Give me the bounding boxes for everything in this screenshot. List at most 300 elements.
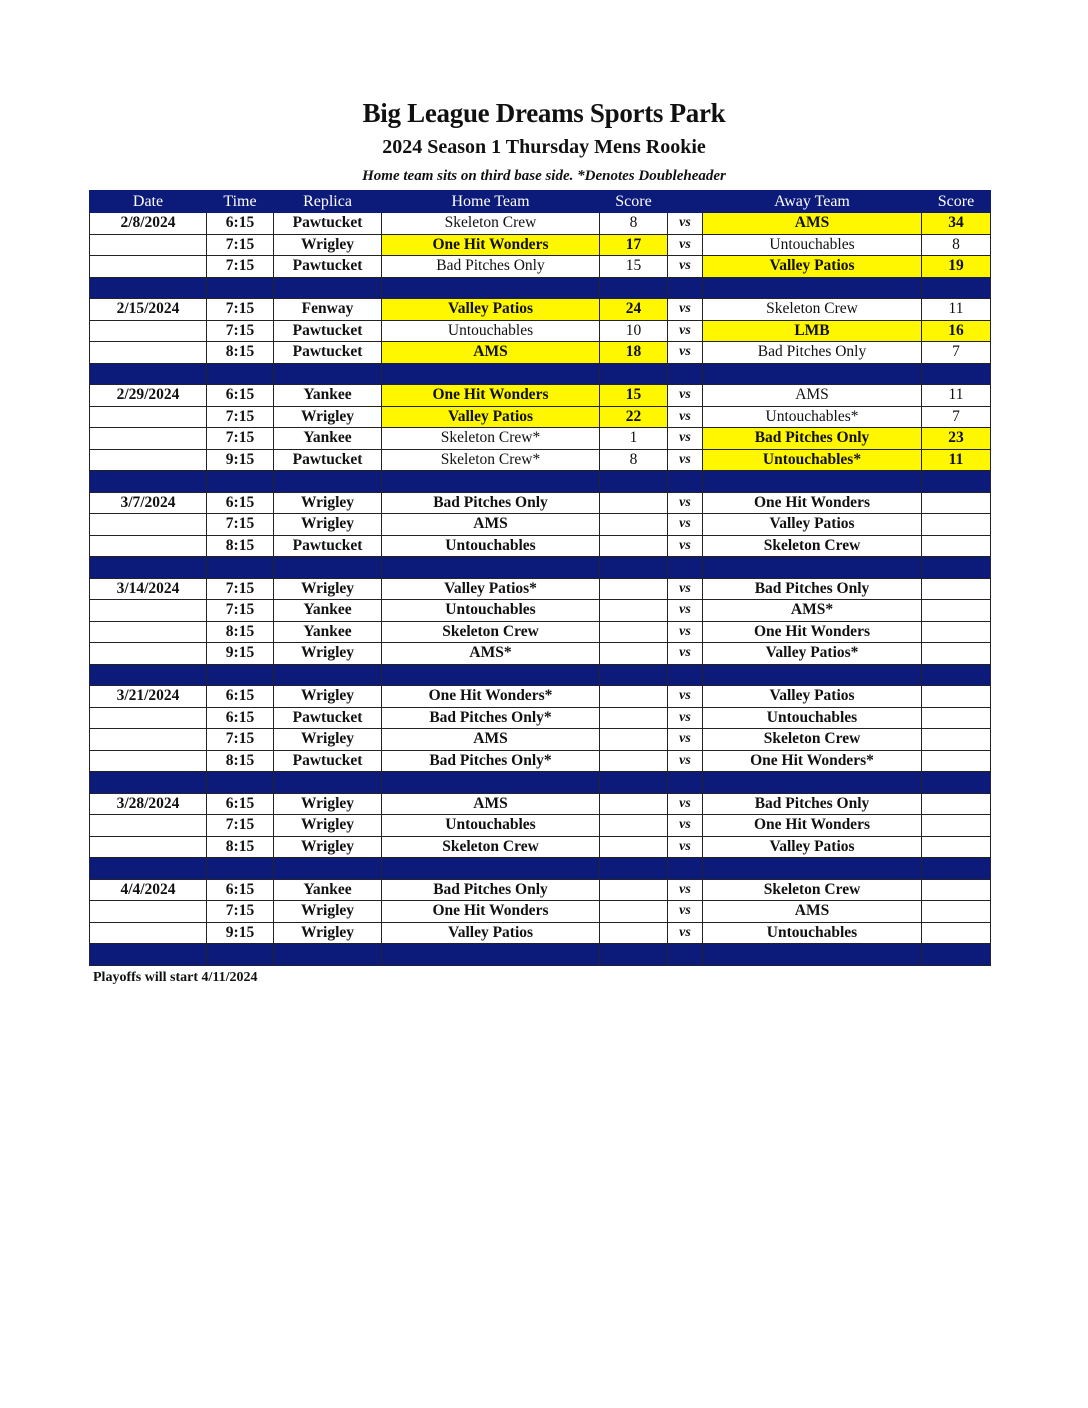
table-row xyxy=(90,320,991,342)
date-cell: 2/29/2024 xyxy=(90,385,207,407)
vs-cell: vs xyxy=(668,686,703,708)
col-replica-header: Replica xyxy=(274,191,382,213)
table-row xyxy=(90,213,991,235)
date-cell xyxy=(90,256,207,278)
separator-cell xyxy=(922,858,991,880)
home-team-cell: Untouchables xyxy=(382,535,600,557)
separator-cell xyxy=(382,277,600,299)
col-vs-header xyxy=(668,191,703,213)
away-score-cell xyxy=(922,621,991,643)
separator-cell xyxy=(668,363,703,385)
date-cell xyxy=(90,901,207,923)
separator-cell xyxy=(703,664,922,686)
home-score-cell: 8 xyxy=(600,213,668,235)
away-team-cell: AMS xyxy=(703,901,922,923)
time-cell: 6:15 xyxy=(207,686,274,708)
vs-cell: vs xyxy=(668,879,703,901)
home-team-cell: Bad Pitches Only xyxy=(382,256,600,278)
home-score-cell xyxy=(600,750,668,772)
separator-cell xyxy=(382,664,600,686)
time-cell: 8:15 xyxy=(207,750,274,772)
col-home-team-header: Home Team xyxy=(382,191,600,213)
time-cell: 7:15 xyxy=(207,406,274,428)
time-cell: 8:15 xyxy=(207,342,274,364)
replica-cell: Wrigley xyxy=(274,492,382,514)
away-team-cell: Bad Pitches Only xyxy=(703,793,922,815)
date-cell xyxy=(90,535,207,557)
time-cell: 6:15 xyxy=(207,793,274,815)
home-team-cell: Valley Patios xyxy=(382,406,600,428)
time-cell: 8:15 xyxy=(207,836,274,858)
home-team-cell: Bad Pitches Only* xyxy=(382,750,600,772)
col-time-header: Time xyxy=(207,191,274,213)
away-team-cell: AMS xyxy=(703,213,922,235)
separator-cell xyxy=(274,858,382,880)
separator-cell xyxy=(922,557,991,579)
time-cell: 7:15 xyxy=(207,428,274,450)
time-cell: 8:15 xyxy=(207,621,274,643)
replica-cell: Pawtucket xyxy=(274,535,382,557)
home-score-cell: 10 xyxy=(600,320,668,342)
separator-cell xyxy=(274,471,382,493)
away-score-cell: 34 xyxy=(922,213,991,235)
replica-cell: Pawtucket xyxy=(274,449,382,471)
table-row xyxy=(90,707,991,729)
time-cell: 6:15 xyxy=(207,492,274,514)
col-home-score-header: Score xyxy=(600,191,668,213)
table-row xyxy=(90,836,991,858)
separator-cell xyxy=(668,471,703,493)
separator-cell xyxy=(274,557,382,579)
week-separator-row xyxy=(90,772,991,794)
time-cell: 7:15 xyxy=(207,234,274,256)
home-score-cell: 1 xyxy=(600,428,668,450)
table-row xyxy=(90,750,991,772)
replica-cell: Pawtucket xyxy=(274,750,382,772)
separator-cell xyxy=(600,858,668,880)
home-score-cell xyxy=(600,621,668,643)
home-score-cell: 22 xyxy=(600,406,668,428)
home-score-cell xyxy=(600,600,668,622)
playoffs-note: Playoffs will start 4/11/2024 xyxy=(93,970,258,985)
vs-cell: vs xyxy=(668,621,703,643)
date-cell xyxy=(90,621,207,643)
separator-cell xyxy=(382,363,600,385)
separator-cell xyxy=(922,772,991,794)
home-score-cell xyxy=(600,643,668,665)
separator-cell xyxy=(207,858,274,880)
home-score-cell xyxy=(600,578,668,600)
week-separator-row xyxy=(90,858,991,880)
away-score-cell: 8 xyxy=(922,234,991,256)
separator-cell xyxy=(668,858,703,880)
away-team-cell: Untouchables* xyxy=(703,449,922,471)
away-team-cell: AMS xyxy=(703,385,922,407)
table-row xyxy=(90,535,991,557)
home-score-cell xyxy=(600,815,668,837)
date-cell xyxy=(90,342,207,364)
date-cell xyxy=(90,320,207,342)
table-row xyxy=(90,514,991,536)
separator-cell xyxy=(922,363,991,385)
vs-cell: vs xyxy=(668,514,703,536)
vs-cell: vs xyxy=(668,793,703,815)
replica-cell: Wrigley xyxy=(274,793,382,815)
home-team-cell: Skeleton Crew* xyxy=(382,449,600,471)
away-team-cell: One Hit Wonders* xyxy=(703,750,922,772)
replica-cell: Yankee xyxy=(274,621,382,643)
separator-cell xyxy=(600,363,668,385)
date-cell xyxy=(90,729,207,751)
away-score-cell xyxy=(922,922,991,944)
away-team-cell: AMS* xyxy=(703,600,922,622)
away-team-cell: Valley Patios xyxy=(703,836,922,858)
separator-cell xyxy=(703,557,922,579)
week-separator-row xyxy=(90,664,991,686)
home-score-cell xyxy=(600,879,668,901)
week-separator-row xyxy=(90,277,991,299)
home-team-cell: Untouchables xyxy=(382,320,600,342)
home-team-cell: Untouchables xyxy=(382,600,600,622)
separator-cell xyxy=(90,664,207,686)
time-cell: 9:15 xyxy=(207,449,274,471)
time-cell: 8:15 xyxy=(207,535,274,557)
separator-cell xyxy=(207,277,274,299)
time-cell: 7:15 xyxy=(207,320,274,342)
vs-cell: vs xyxy=(668,535,703,557)
vs-cell: vs xyxy=(668,256,703,278)
table-row xyxy=(90,793,991,815)
date-cell: 2/8/2024 xyxy=(90,213,207,235)
away-score-cell: 11 xyxy=(922,385,991,407)
separator-cell xyxy=(274,944,382,966)
table-row xyxy=(90,621,991,643)
home-score-cell xyxy=(600,535,668,557)
replica-cell: Wrigley xyxy=(274,901,382,923)
vs-cell: vs xyxy=(668,729,703,751)
away-team-cell: Bad Pitches Only xyxy=(703,428,922,450)
date-cell xyxy=(90,643,207,665)
vs-cell: vs xyxy=(668,299,703,321)
separator-cell xyxy=(668,557,703,579)
away-score-cell xyxy=(922,535,991,557)
separator-cell xyxy=(207,363,274,385)
table-row xyxy=(90,385,991,407)
schedule-table xyxy=(89,190,991,966)
date-cell xyxy=(90,449,207,471)
time-cell: 7:15 xyxy=(207,514,274,536)
replica-cell: Yankee xyxy=(274,428,382,450)
home-score-cell: 18 xyxy=(600,342,668,364)
away-score-cell xyxy=(922,686,991,708)
home-team-cell: Skeleton Crew xyxy=(382,836,600,858)
replica-cell: Pawtucket xyxy=(274,342,382,364)
away-team-cell: Untouchables* xyxy=(703,406,922,428)
separator-cell xyxy=(274,772,382,794)
vs-cell: vs xyxy=(668,578,703,600)
replica-cell: Wrigley xyxy=(274,922,382,944)
away-team-cell: Untouchables xyxy=(703,234,922,256)
separator-cell xyxy=(703,363,922,385)
time-cell: 7:15 xyxy=(207,729,274,751)
time-cell: 6:15 xyxy=(207,879,274,901)
schedule-note: Home team sits on third base side. *Denotes Doubleheader xyxy=(362,168,726,184)
home-team-cell: Skeleton Crew* xyxy=(382,428,600,450)
date-cell: 2/15/2024 xyxy=(90,299,207,321)
table-row xyxy=(90,901,991,923)
away-team-cell: One Hit Wonders xyxy=(703,621,922,643)
week-separator-row xyxy=(90,363,991,385)
header-row xyxy=(90,191,991,213)
away-team-cell: Valley Patios xyxy=(703,686,922,708)
col-away-team-header: Away Team xyxy=(703,191,922,213)
separator-cell xyxy=(922,471,991,493)
vs-cell: vs xyxy=(668,815,703,837)
date-cell: 3/21/2024 xyxy=(90,686,207,708)
home-team-cell: AMS* xyxy=(382,643,600,665)
separator-cell xyxy=(668,277,703,299)
home-score-cell: 17 xyxy=(600,234,668,256)
replica-cell: Yankee xyxy=(274,879,382,901)
vs-cell: vs xyxy=(668,406,703,428)
replica-cell: Pawtucket xyxy=(274,213,382,235)
page-title: Big League Dreams Sports Park xyxy=(362,98,726,128)
date-cell xyxy=(90,836,207,858)
away-team-cell: Untouchables xyxy=(703,922,922,944)
replica-cell: Wrigley xyxy=(274,578,382,600)
replica-cell: Wrigley xyxy=(274,234,382,256)
away-team-cell: LMB xyxy=(703,320,922,342)
table-row xyxy=(90,578,991,600)
home-team-cell: Valley Patios* xyxy=(382,578,600,600)
replica-cell: Yankee xyxy=(274,385,382,407)
away-team-cell: Skeleton Crew xyxy=(703,535,922,557)
away-score-cell xyxy=(922,707,991,729)
replica-cell: Wrigley xyxy=(274,686,382,708)
separator-cell xyxy=(703,277,922,299)
separator-cell xyxy=(274,277,382,299)
date-cell xyxy=(90,815,207,837)
replica-cell: Pawtucket xyxy=(274,707,382,729)
home-team-cell: Skeleton Crew xyxy=(382,213,600,235)
table-row xyxy=(90,299,991,321)
vs-cell: vs xyxy=(668,901,703,923)
away-score-cell: 11 xyxy=(922,449,991,471)
separator-cell xyxy=(207,471,274,493)
separator-cell xyxy=(382,557,600,579)
vs-cell: vs xyxy=(668,600,703,622)
vs-cell: vs xyxy=(668,449,703,471)
away-team-cell: Bad Pitches Only xyxy=(703,578,922,600)
date-cell xyxy=(90,428,207,450)
away-score-cell xyxy=(922,514,991,536)
week-separator-row xyxy=(90,557,991,579)
separator-cell xyxy=(600,772,668,794)
vs-cell: vs xyxy=(668,234,703,256)
separator-cell xyxy=(274,363,382,385)
home-score-cell xyxy=(600,922,668,944)
date-cell xyxy=(90,750,207,772)
home-team-cell: One Hit Wonders xyxy=(382,901,600,923)
separator-cell xyxy=(600,471,668,493)
home-team-cell: AMS xyxy=(382,793,600,815)
home-score-cell: 15 xyxy=(600,385,668,407)
separator-cell xyxy=(922,944,991,966)
vs-cell: vs xyxy=(668,707,703,729)
week-separator-row xyxy=(90,944,991,966)
time-cell: 7:15 xyxy=(207,600,274,622)
separator-cell xyxy=(600,664,668,686)
away-score-cell xyxy=(922,578,991,600)
date-cell xyxy=(90,406,207,428)
table-row xyxy=(90,234,991,256)
home-score-cell xyxy=(600,901,668,923)
home-team-cell: AMS xyxy=(382,729,600,751)
away-team-cell: One Hit Wonders xyxy=(703,815,922,837)
home-team-cell: Valley Patios xyxy=(382,922,600,944)
separator-cell xyxy=(600,557,668,579)
date-cell: 4/4/2024 xyxy=(90,879,207,901)
table-row xyxy=(90,406,991,428)
separator-cell xyxy=(922,277,991,299)
home-score-cell: 24 xyxy=(600,299,668,321)
away-score-cell xyxy=(922,643,991,665)
separator-cell xyxy=(90,363,207,385)
date-cell xyxy=(90,600,207,622)
separator-cell xyxy=(207,772,274,794)
home-score-cell xyxy=(600,793,668,815)
date-cell xyxy=(90,707,207,729)
table-row xyxy=(90,449,991,471)
home-team-cell: One Hit Wonders xyxy=(382,385,600,407)
away-team-cell: Untouchables xyxy=(703,707,922,729)
table-row xyxy=(90,643,991,665)
time-cell: 7:15 xyxy=(207,299,274,321)
table-row xyxy=(90,428,991,450)
replica-cell: Pawtucket xyxy=(274,320,382,342)
separator-cell xyxy=(90,471,207,493)
home-score-cell xyxy=(600,686,668,708)
away-score-cell xyxy=(922,492,991,514)
vs-cell: vs xyxy=(668,750,703,772)
home-score-cell xyxy=(600,707,668,729)
away-score-cell xyxy=(922,793,991,815)
home-team-cell: One Hit Wonders* xyxy=(382,686,600,708)
away-score-cell xyxy=(922,750,991,772)
away-score-cell xyxy=(922,836,991,858)
away-team-cell: Valley Patios xyxy=(703,256,922,278)
table-row xyxy=(90,342,991,364)
week-separator-row xyxy=(90,471,991,493)
home-team-cell: Bad Pitches Only xyxy=(382,492,600,514)
away-team-cell: Valley Patios xyxy=(703,514,922,536)
home-score-cell xyxy=(600,514,668,536)
schedule-body xyxy=(90,213,991,966)
vs-cell: vs xyxy=(668,922,703,944)
table-row xyxy=(90,729,991,751)
replica-cell: Wrigley xyxy=(274,514,382,536)
time-cell: 6:15 xyxy=(207,707,274,729)
vs-cell: vs xyxy=(668,836,703,858)
away-score-cell xyxy=(922,815,991,837)
page-subtitle: 2024 Season 1 Thursday Mens Rookie xyxy=(382,136,706,158)
replica-cell: Wrigley xyxy=(274,836,382,858)
away-team-cell: Bad Pitches Only xyxy=(703,342,922,364)
away-score-cell xyxy=(922,729,991,751)
separator-cell xyxy=(703,858,922,880)
vs-cell: vs xyxy=(668,428,703,450)
away-score-cell: 7 xyxy=(922,342,991,364)
replica-cell: Wrigley xyxy=(274,815,382,837)
home-score-cell xyxy=(600,492,668,514)
vs-cell: vs xyxy=(668,492,703,514)
separator-cell xyxy=(382,858,600,880)
vs-cell: vs xyxy=(668,320,703,342)
time-cell: 9:15 xyxy=(207,922,274,944)
table-row xyxy=(90,815,991,837)
home-team-cell: One Hit Wonders xyxy=(382,234,600,256)
vs-cell: vs xyxy=(668,385,703,407)
away-team-cell: One Hit Wonders xyxy=(703,492,922,514)
table-row xyxy=(90,922,991,944)
home-team-cell: Bad Pitches Only xyxy=(382,879,600,901)
separator-cell xyxy=(90,772,207,794)
table-row xyxy=(90,879,991,901)
time-cell: 7:15 xyxy=(207,256,274,278)
separator-cell xyxy=(90,557,207,579)
replica-cell: Fenway xyxy=(274,299,382,321)
away-score-cell: 11 xyxy=(922,299,991,321)
vs-cell: vs xyxy=(668,342,703,364)
table-row xyxy=(90,256,991,278)
separator-cell xyxy=(600,277,668,299)
date-cell: 3/28/2024 xyxy=(90,793,207,815)
separator-cell xyxy=(90,858,207,880)
replica-cell: Yankee xyxy=(274,600,382,622)
table-row xyxy=(90,600,991,622)
replica-cell: Wrigley xyxy=(274,729,382,751)
table-row xyxy=(90,686,991,708)
separator-cell xyxy=(207,944,274,966)
replica-cell: Wrigley xyxy=(274,643,382,665)
separator-cell xyxy=(90,944,207,966)
separator-cell xyxy=(668,664,703,686)
away-score-cell xyxy=(922,901,991,923)
vs-cell: vs xyxy=(668,213,703,235)
time-cell: 7:15 xyxy=(207,815,274,837)
separator-cell xyxy=(668,944,703,966)
table-row xyxy=(90,492,991,514)
away-score-cell: 16 xyxy=(922,320,991,342)
time-cell: 6:15 xyxy=(207,213,274,235)
separator-cell xyxy=(90,277,207,299)
separator-cell xyxy=(668,772,703,794)
home-score-cell xyxy=(600,729,668,751)
col-away-score-header: Score xyxy=(922,191,991,213)
home-team-cell: AMS xyxy=(382,514,600,536)
date-cell: 3/7/2024 xyxy=(90,492,207,514)
separator-cell xyxy=(922,664,991,686)
time-cell: 6:15 xyxy=(207,385,274,407)
away-team-cell: Skeleton Crew xyxy=(703,299,922,321)
separator-cell xyxy=(382,471,600,493)
separator-cell xyxy=(703,772,922,794)
away-score-cell xyxy=(922,600,991,622)
replica-cell: Wrigley xyxy=(274,406,382,428)
date-cell xyxy=(90,234,207,256)
away-team-cell: Skeleton Crew xyxy=(703,729,922,751)
home-score-cell xyxy=(600,836,668,858)
